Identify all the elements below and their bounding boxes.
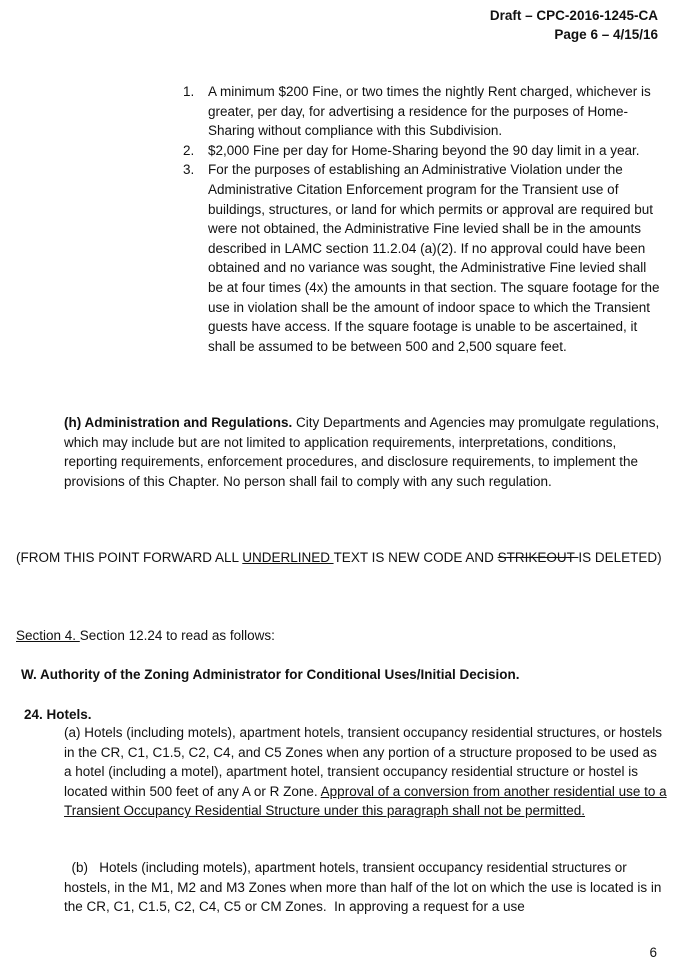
draft-title: Draft – CPC-2016-1245-CA — [489, 8, 658, 23]
list-item-number: 3. — [183, 162, 195, 178]
notice-underlined: UNDERLINED — [242, 550, 334, 565]
section-4-intro — [16, 626, 275, 646]
paragraph-a-text: (a) Hotels (including motels), apartment hotels, transient occupancy residential structures, or hostels in the CR, C1, C1.5, C2, C4, and C5 Zones when any portion of a structure proposed to be used as a hotel (including a motel), apartment hotel, transient occupancy residential structure or hostel is located within 500 feet of any A or R Zone. — [64, 725, 663, 799]
section-w-heading: W. Authority of the Zoning Administrator for Conditional Uses/Initial Decision. — [21, 667, 520, 682]
code-change-notice — [16, 548, 666, 568]
fines-list — [183, 82, 663, 356]
page-number: 6 — [649, 945, 657, 960]
hotels-heading: 24. Hotels. — [24, 707, 92, 722]
administration-heading: (h) Administration and Regulations. — [64, 415, 293, 430]
list-item-number: 1. — [183, 84, 195, 99]
section-4-text: Section 12.24 to read as follows: — [79, 628, 275, 643]
notice-text-3: IS DELETED) — [578, 550, 662, 565]
list-item-number: 2. — [183, 142, 195, 158]
list-item-text: $2,000 Fine per day for Home-Sharing beyond the 90 day limit in a year. — [208, 142, 640, 158]
notice-text-2: TEXT IS NEW CODE AND — [333, 550, 498, 565]
administration-text: City Departments and Agencies may promulgate regulations, which may include but are not limited to application requirements, interpretations, conditions, reporting requirements, enforcement procedures, and disclosure requirements, to implement the provisions of this Chapter. No person shall fail to comply with any such regulation. — [64, 415, 660, 489]
page-header — [490, 6, 658, 44]
paragraph-b-text: (b) Hotels (including motels), apartment hotels, transient occupancy residential structures or hostels, in the M1, M2 and M3 Zones when more than half of the lot on which the use is located is in the CR, C1, C1.5, C2, C4, C5 or CM Zones. In approving a request for a use — [64, 860, 666, 915]
paragraph-a — [64, 723, 668, 821]
list-item-text: A minimum $200 Fine, or two times the nightly Rent charged, whichever is greater, per day, for advertising a residence for the purposes of Home-Sharing without compliance with this Subdivision. — [208, 84, 651, 139]
list-item-text: For the purposes of establishing an Administrative Violation under the Administrative Citation Enforcement program for the Transient use of buildings, structures, or land for which permits or approval are required but were not obtained, the Administrative Fine levied shall be in the amounts described in LAMC section 11.2.04 (a)(2). If no approval could have been obtained and no variance was sought, the Administrative Fine levied shall be at four times (4x) the amounts in that section. The square footage for the use in violation shall be the amount of indoor space to which the Transient guests have access. If the square footage is unable to be ascertained, it shall be assumed to be between 500 and 2,500 square feet. — [208, 162, 660, 354]
paragraph-b — [64, 858, 668, 917]
administration-paragraph — [64, 413, 664, 491]
notice-strikeout: STRIKEOUT — [497, 550, 579, 565]
list-item — [183, 160, 663, 356]
section-4-label: Section 4. — [16, 628, 80, 643]
notice-text-1: (FROM THIS POINT FORWARD ALL — [16, 550, 243, 565]
paragraph-a-underlined: Approval of a conversion from another residential use to a Transient Occupancy Residential Structure under this paragraph shall not be permitted. — [64, 783, 667, 819]
list-item — [183, 141, 663, 161]
page-date: Page 6 – 4/15/16 — [554, 27, 658, 42]
list-item — [183, 82, 663, 141]
